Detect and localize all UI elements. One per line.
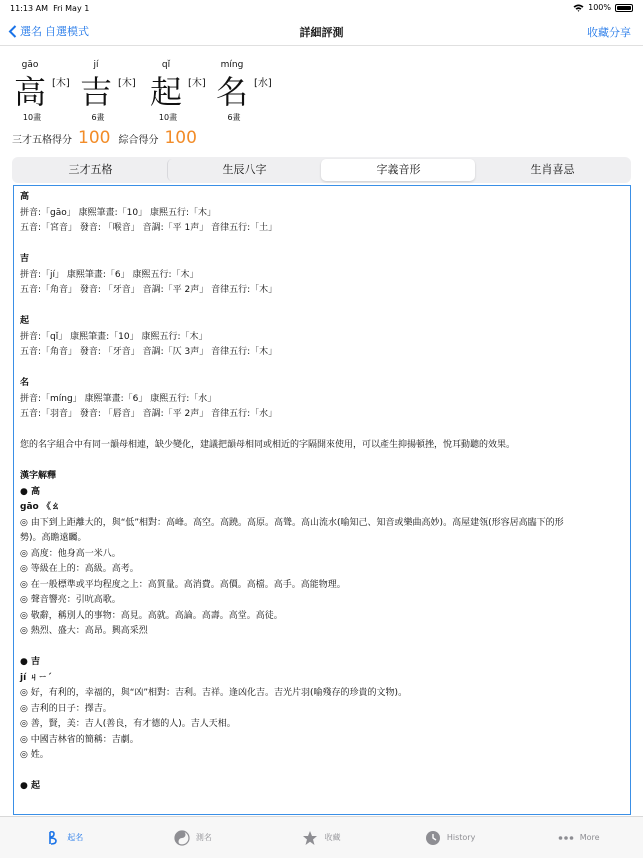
tabbar-label: 測名	[195, 833, 212, 842]
explanation-line: ◎ 善，賢，美：吉人(善良，有才德的人)。吉人天相。	[20, 719, 236, 729]
character-strokes: 10畫	[158, 113, 178, 122]
status-right	[573, 3, 633, 12]
explanation-char-title: ● 高	[20, 486, 40, 497]
character-3	[146, 58, 210, 128]
char-info-line: 五音:「角音」 發音: 「牙音」 音調:「仄 3声」 音律五行:「木」	[20, 347, 278, 357]
char-info-line: 五音:「角音」 發音: 「牙音」 音調:「平 2声」 音律五行:「木」	[20, 285, 278, 295]
char-section-title: 起	[20, 316, 30, 326]
battery-percent: 100%	[588, 3, 611, 12]
explanation-line: ◎ 由下到上距離大的，與“低”相對：高峰。高空。高蹺。高原。高聳。高山流水(喻知己、知音或樂曲高妙)。高屋建瓴(形容居高臨下的形	[20, 517, 564, 528]
character-pinyin: gāo	[21, 60, 39, 70]
explanation-char-title: ● 吉	[20, 657, 40, 667]
status-time: 11:13 AM Fri May 1	[10, 4, 90, 13]
bottom-tab-bar	[0, 816, 643, 858]
overall-score-value: 100	[164, 128, 197, 148]
character-strokes: 6畫	[227, 113, 241, 122]
tab-zodiac[interactable]: 生肖喜忌	[530, 163, 575, 176]
char-info-line: 拼音:「míng」 康熙筆畫:「6」 康熙五行:「水」	[20, 393, 217, 404]
char-section-title: 名	[20, 378, 30, 388]
star-icon	[302, 830, 318, 846]
explanation-pronunciation: gāo 《ㄠ	[20, 502, 60, 512]
explanation-line: ◎ 聲音響亮：引吭高歌。	[20, 595, 121, 605]
favorite-share-button[interactable]: 收藏分享	[587, 26, 631, 39]
back-label: 選名	[20, 25, 42, 38]
tabbar-item-history[interactable]	[386, 817, 515, 858]
name-characters	[10, 58, 310, 128]
wifi-icon	[573, 4, 584, 12]
character-strokes: 10畫	[22, 113, 42, 122]
character-2	[76, 58, 140, 128]
character-element: [木]	[188, 78, 206, 89]
tabbar-label: 收藏	[324, 833, 341, 842]
explanation-line: ◎ 熱烈、盛大：高昂。興高采烈	[20, 626, 148, 636]
navigation-bar	[0, 16, 643, 46]
explanation-line: ◎ 高度：他身高一米八。	[20, 548, 121, 559]
char-section-title: 高	[20, 192, 30, 202]
segmented-tabs	[12, 157, 631, 183]
explanation-line: ◎ 好，有利的，幸福的，與“凶”相對：吉利。吉祥。逢凶化吉。吉光片羽(喻殘存的珍貴的文物)。	[20, 688, 408, 698]
char-info-line: 拼音:「qǐ」 康熙筆畫:「10」 康熙五行:「木」	[20, 331, 208, 342]
character-1	[10, 58, 74, 128]
explanation-title: 漢字解釋	[20, 471, 57, 481]
character-han: 名	[216, 73, 249, 111]
tabbar-label: 起名	[67, 833, 84, 842]
char-info-line: 五音:「羽音」 發音: 「唇音」 音調:「平 2声」 音律五行:「水」	[20, 409, 278, 419]
char-info-line: 拼音:「jí」 康熙筆畫:「6」 康熙五行:「木」	[20, 269, 199, 280]
character-pinyin: jí	[93, 60, 99, 70]
explanation-line: ◎ 在一般標準或平均程度之上：高質量。高消費。高價。高檔。高手。高能物理。	[20, 579, 346, 590]
sancai-score-value: 100	[78, 128, 111, 148]
tabbar-label: History	[446, 833, 476, 842]
explanation-line: ◎ 敬辭，稱別人的事物：高見。高就。高論。高壽。高堂。高徒。	[20, 610, 283, 621]
character-han: 吉	[80, 73, 113, 111]
char-info-line: 拼音:「gāo」 康熙筆畫:「10」 康熙五行:「木」	[20, 207, 217, 218]
status-bar	[0, 0, 643, 16]
character-han: 高	[14, 73, 47, 111]
explanation-line: 勢)。高瞻遠矚。	[20, 533, 87, 543]
explanation-char-title: ● 起	[20, 781, 40, 791]
explanation-pronunciation: jí ㄐㄧˊ	[20, 672, 52, 683]
tabbar-item-test-name[interactable]	[129, 817, 258, 858]
tabbar-item-more[interactable]	[514, 817, 643, 858]
character-strokes: 6畫	[91, 113, 105, 122]
character-element: [水]	[254, 78, 272, 89]
tabbar-label: More	[579, 833, 600, 842]
explanation-line: ◎ 等級在上的：高級。高考。	[20, 564, 139, 574]
tab-character-meaning[interactable]: 字義音形	[321, 159, 475, 181]
naming-icon	[45, 830, 61, 846]
battery-icon	[615, 4, 633, 12]
char-section-title: 吉	[20, 254, 30, 264]
score-summary	[12, 128, 205, 148]
character-pinyin: qǐ	[161, 60, 171, 70]
back-sublabel: 自選模式	[45, 25, 89, 38]
tabbar-item-favorites[interactable]	[257, 817, 386, 858]
overall-score-label: 綜合得分	[118, 134, 159, 146]
character-element: [木]	[52, 78, 70, 89]
explanation-line: ◎ 姓。	[20, 750, 49, 760]
explanation-line: ◎ 吉利的日子：擇吉。	[20, 703, 112, 714]
analysis-text-view[interactable]	[13, 185, 631, 815]
char-info-line: 五音:「宮音」 發音: 「喉音」 音調:「平 1声」 音律五行:「土」	[20, 223, 278, 233]
tab-sancai-wuge[interactable]: 三才五格	[68, 163, 113, 176]
tab-birth-bazi[interactable]: 生辰八字	[167, 159, 321, 181]
rhyme-summary: 您的名字組合中有同一韻母相連，缺少變化，建議把韻母相同或相近的字隔開來使用，可以產生抑揚頓挫，悅耳動聽的效果。	[20, 440, 516, 450]
more-icon	[558, 830, 574, 846]
character-4	[212, 58, 276, 128]
character-han: 起	[150, 73, 183, 111]
sancai-score-label: 三才五格得分	[12, 134, 72, 146]
character-element: [木]	[118, 78, 136, 89]
tabbar-item-naming[interactable]	[0, 817, 129, 858]
explanation-line: ◎ 中國吉林省的簡稱：吉劇。	[20, 734, 139, 745]
clock-icon	[425, 830, 441, 846]
page-title: 詳細評測	[299, 26, 344, 39]
yin-yang-icon	[174, 830, 190, 846]
character-pinyin: míng	[220, 60, 244, 70]
